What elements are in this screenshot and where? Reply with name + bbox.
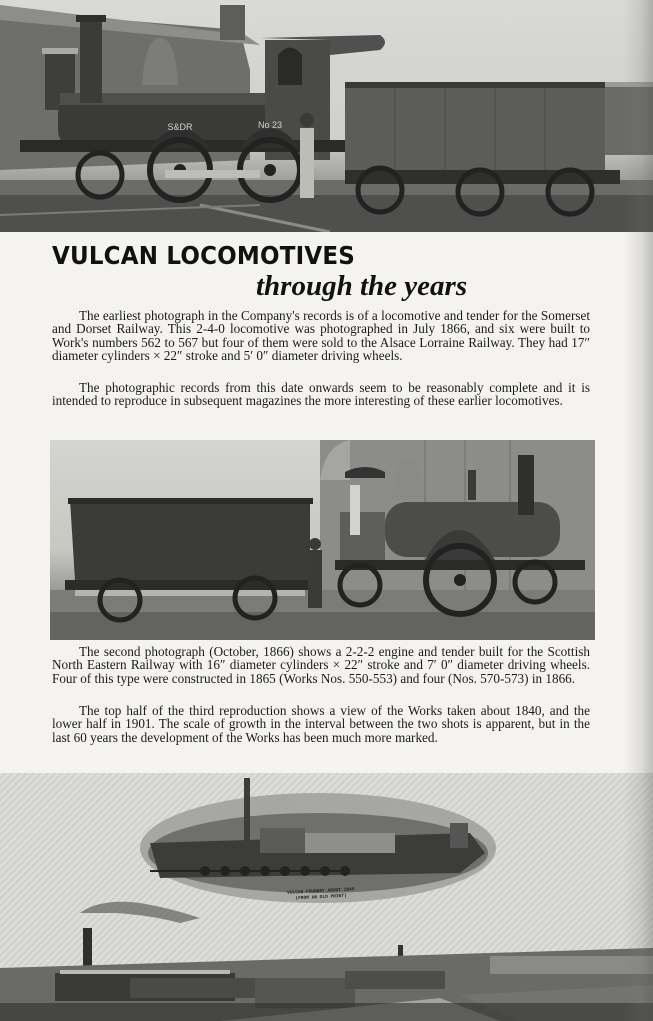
paragraph-earliest-photograph: The earliest photograph in the Company's records is of a locomotive and tender for the Somerset and Dorset Railway. This 2-4-0 locomotive was photographed in July 1866, and six were built to Work's numbers 562 to 567 but four of them were sold to the Alsace Lorraine Railway. They had 17″ diameter cylinders × 22″ stroke and 5′ 0″ diameter driving wheels. — [52, 308, 590, 364]
photo-somerset-dorset-locomotive — [0, 0, 653, 232]
splasher-right-text: No 23 — [257, 120, 283, 130]
article-subtitle: through the years — [256, 270, 468, 302]
inset-caption-line2: (FROM AN OLD PRINT) — [295, 893, 347, 902]
inset-caption-line1: VULCAN FOUNDRY ABOUT 1840 — [286, 887, 355, 896]
splasher-left-text: S&DR — [167, 122, 193, 132]
photo-scottish-north-eastern-locomotive — [50, 440, 595, 640]
article-title: VULCAN LOCOMOTIVES — [52, 241, 355, 270]
paragraph-photographic-records: The photographic records from this date onwards seem to be reasonably complete and it is intended to reproduce in subsequent magazines the more interesting of these earlier locomotives. — [52, 380, 590, 409]
paragraph-second-photograph: The second photograph (October, 1866) shows a 2-2-2 engine and tender built for the Scottish North Eastern Railway with 16″ diameter cylinders × 22″ stroke and 7′ 0″ diameter driving wheels. Four of this type were constructed in 1865 (Works Nos. 550-553) and four (Nos. 570-573) in 1866. — [52, 644, 590, 686]
paragraph-third-reproduction: The top half of the third reproduction shows a view of the Works taken about 1840, and the lower half in 1901. The scale of growth in the interval between the two shots is apparent, but in the last 60 years the development of the Works has been much more marked. — [52, 703, 590, 745]
